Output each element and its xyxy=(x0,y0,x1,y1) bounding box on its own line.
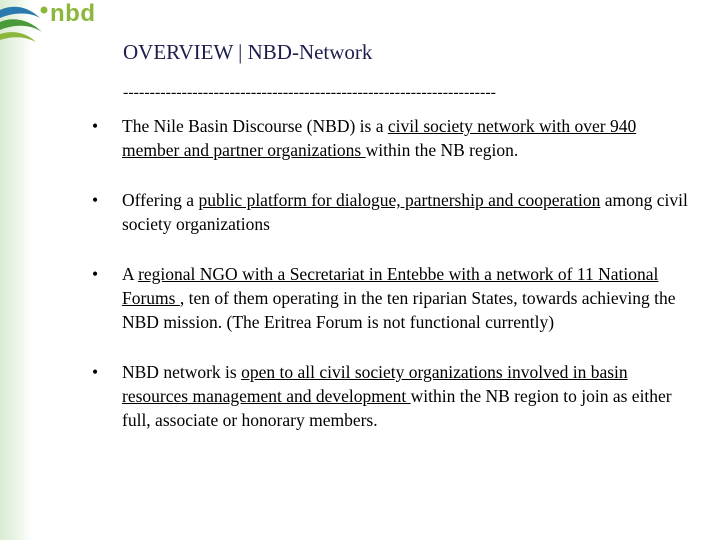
page-title: OVERVIEW | NBD-Network xyxy=(123,40,373,64)
bullet-underlined-text: open to all civil society organizations involved in basin resources management and development xyxy=(122,362,628,406)
bullet-text: within the NB region. xyxy=(365,140,519,160)
bullet-item xyxy=(92,262,692,334)
side-gradient-band xyxy=(0,0,32,540)
bullet-underlined-text: regional NGO with a Secretariat in Entebbe with a network of 11 National Forums xyxy=(122,264,659,308)
bullet-marker: • xyxy=(92,116,99,136)
bullet-item xyxy=(92,188,692,236)
bullet-marker: • xyxy=(92,264,99,284)
bullet-text: Offering a xyxy=(122,190,199,210)
logo-text: nbd xyxy=(50,0,96,27)
bullet-text: within the NB region to join as either full, associate or honorary members. xyxy=(122,386,672,430)
bullet-text: The Nile Basin Discourse (NBD) is a xyxy=(122,116,388,136)
bullet-list xyxy=(92,114,692,432)
bullet-text: A xyxy=(122,264,139,284)
bullet-underlined-text: civil society network with over 940 member and partner organizations xyxy=(122,116,637,160)
bullet-item xyxy=(92,360,692,432)
divider-dashes: ---------------------------------------------------------------------- xyxy=(123,84,496,101)
nbd-logo xyxy=(0,0,110,46)
bullet-marker: • xyxy=(92,362,99,382)
bullet-item xyxy=(92,114,692,162)
bullet-underlined-text: public platform for dialogue, partnership and cooperation xyxy=(198,190,601,210)
bullet-text: among civil society organizations xyxy=(122,190,688,234)
bullet-marker: • xyxy=(92,190,99,210)
bullet-text: NBD network is xyxy=(122,362,242,382)
bullet-text: , ten of them operating in the ten riparian States, towards achieving the NBD mission. (The Eritrea Forum is not functional currently) xyxy=(122,288,676,332)
